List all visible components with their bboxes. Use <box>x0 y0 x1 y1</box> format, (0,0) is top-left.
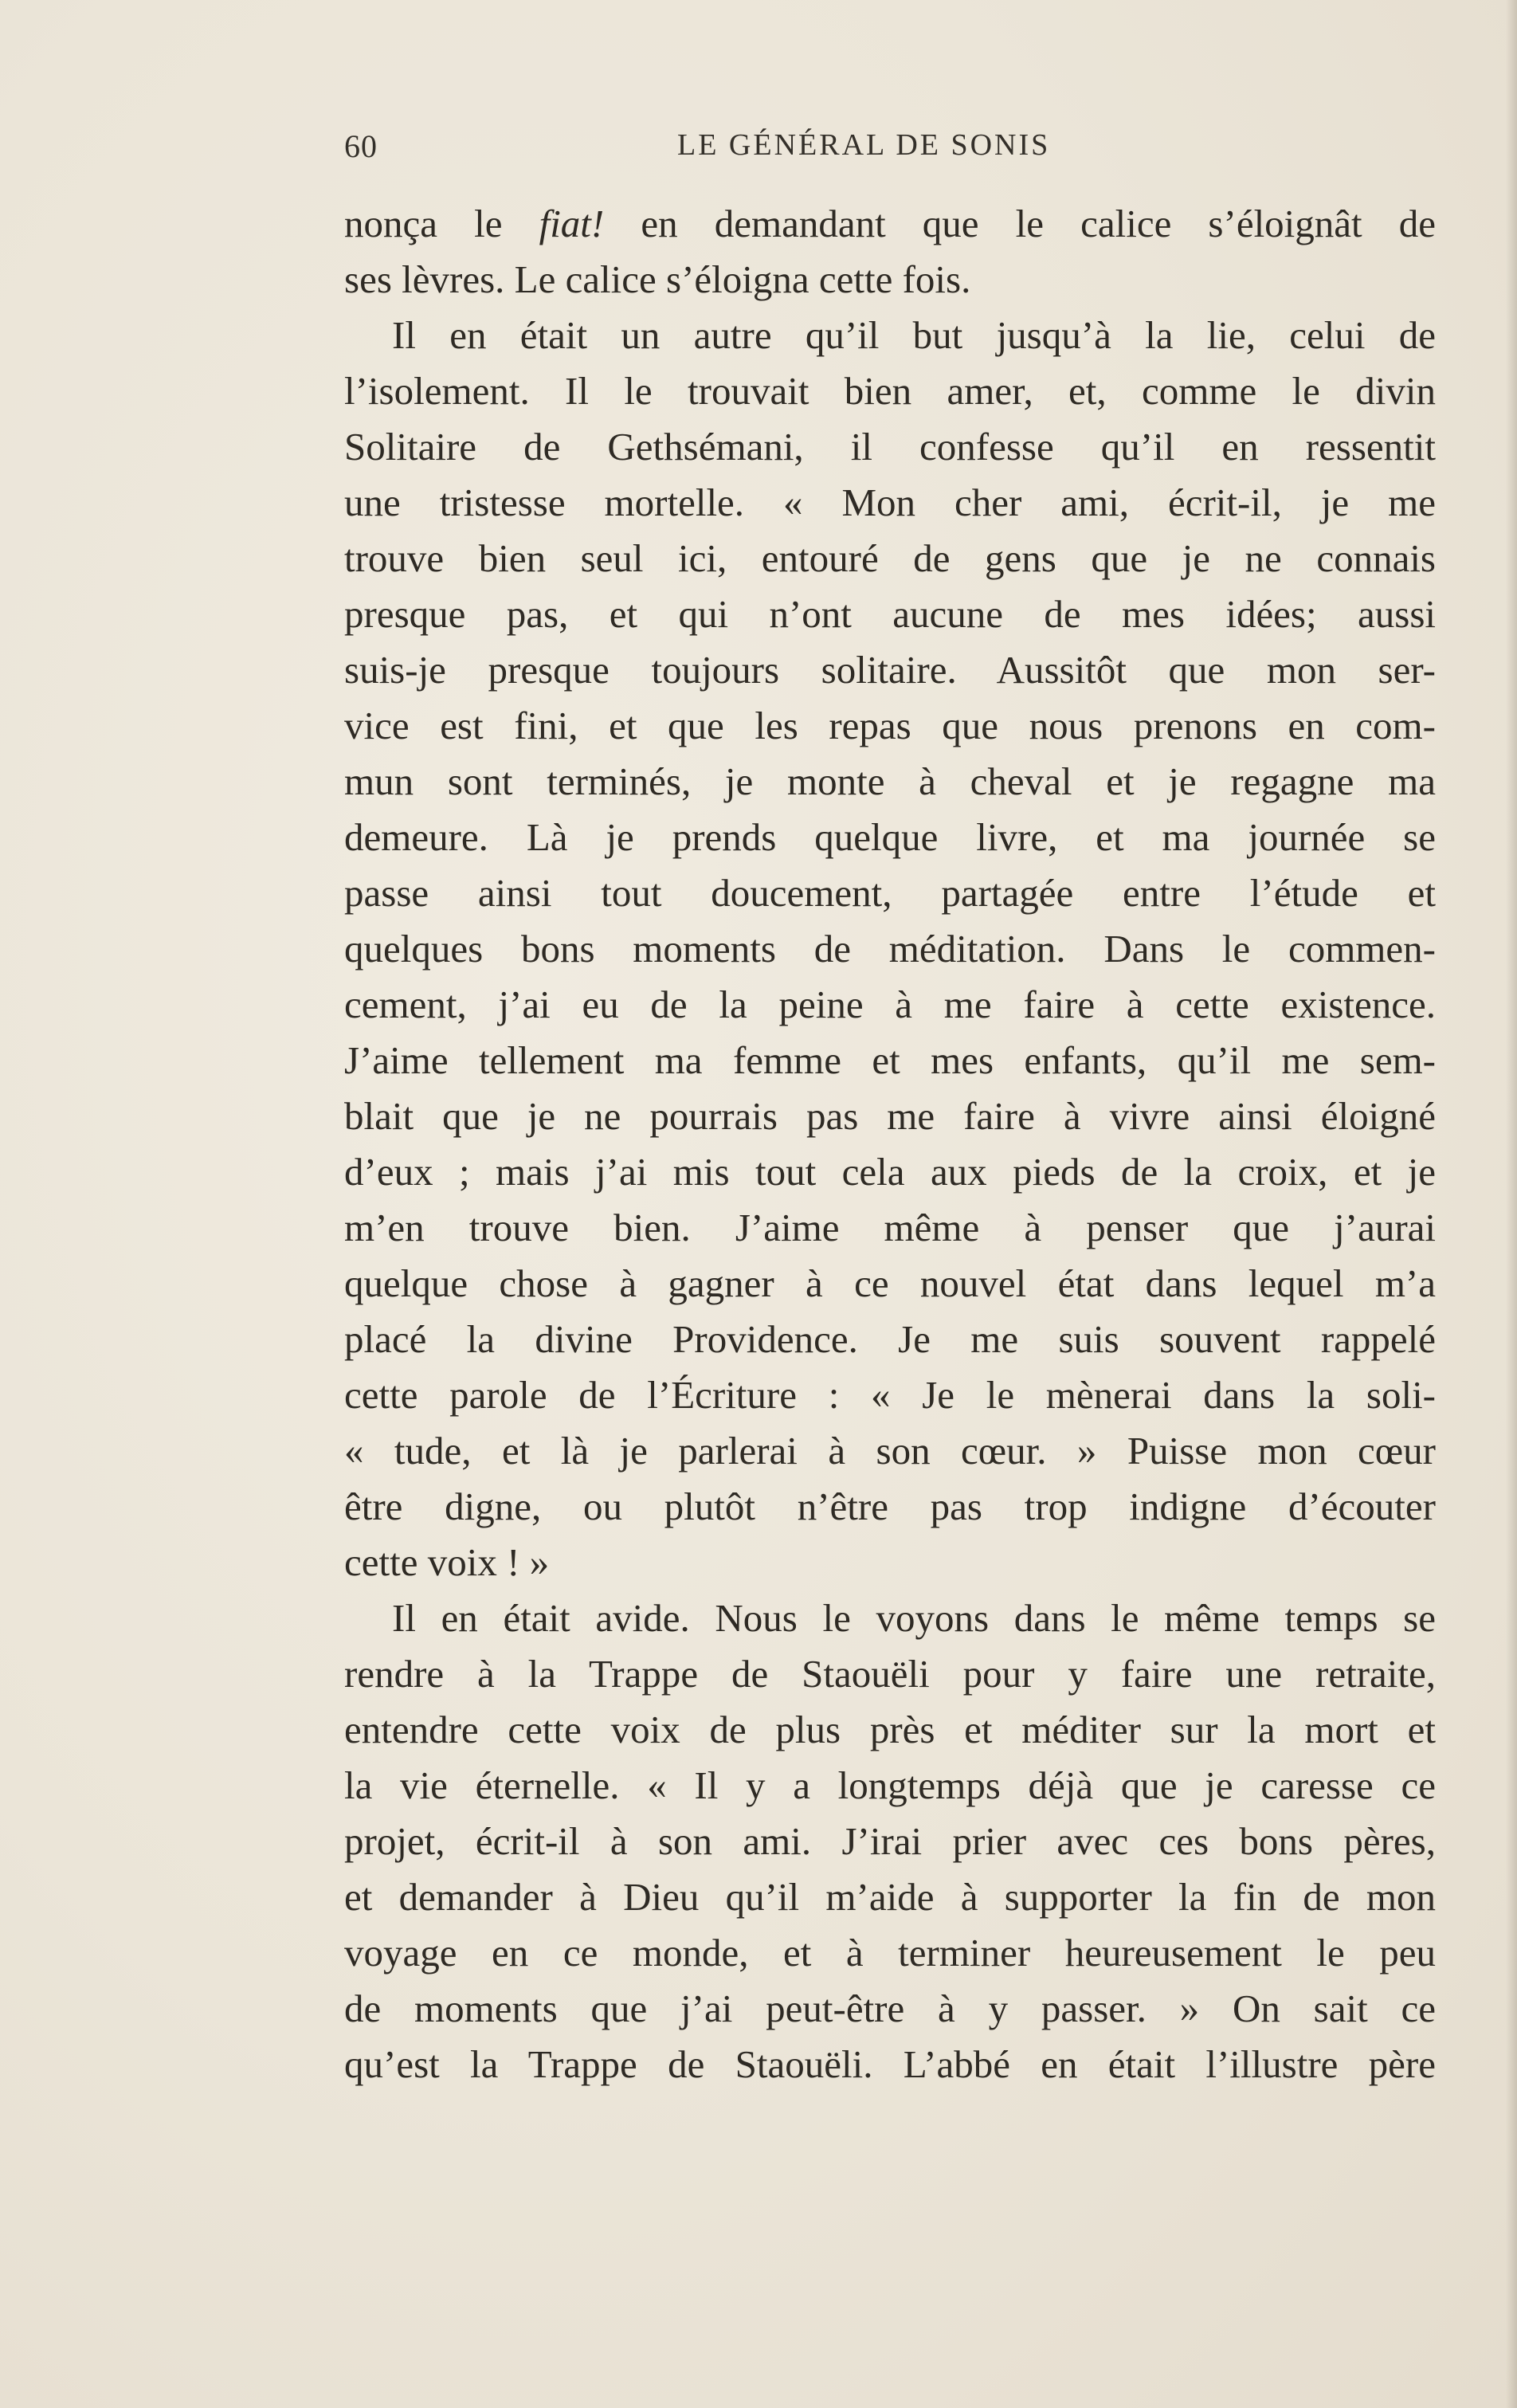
fiat-italic: fiat! <box>539 202 605 245</box>
page-edge-shadow <box>1506 0 1517 2408</box>
text-line-3: Il en était un autre qu’il but jusqu’à la lie, celui de <box>392 313 1436 357</box>
text-line-1-start: nonça le <box>344 202 539 245</box>
text-line-6: une tristesse mortelle. « Mon cher ami, écrit-il, je me <box>344 480 1436 524</box>
text-line-1 <box>344 196 1436 252</box>
text-line-29: la vie éternelle. « Il y a longtemps déjà que je caresse ce <box>344 1763 1436 1807</box>
text-line-31: et demander à Dieu qu’il m’aide à supporter la fin de mon <box>344 1875 1436 1919</box>
page-number: 60 <box>344 128 378 164</box>
text-line-25: cette voix ! » <box>344 1540 550 1584</box>
text-line-19: m’en trouve bien. J’aime même à penser que j’aurai <box>344 1206 1436 1249</box>
text-line-21: placé la divine Providence. Je me suis souvent rappelé <box>344 1317 1436 1361</box>
text-line-15: cement, j’ai eu de la peine à me faire à cette existence. <box>344 982 1436 1026</box>
text-line-5: Solitaire de Gethsémani, il confesse qu’il en ressentit <box>344 425 1436 469</box>
body-text <box>344 196 1436 2092</box>
page-header <box>344 127 1437 175</box>
text-line-17: blait que je ne pourrais pas me faire à vivre ainsi éloigné <box>344 1094 1436 1138</box>
text-line-27: rendre à la Trappe de Staouëli pour y faire une retraite, <box>344 1652 1436 1696</box>
text-line-16: J’aime tellement ma femme et mes enfants, qu’il me sem- <box>344 1038 1436 1082</box>
text-line-1-end: en demandant que le calice s’éloignât de <box>604 202 1437 245</box>
text-line-13: passe ainsi tout doucement, partagée entre l’étude et <box>344 871 1436 915</box>
text-line-14: quelques bons moments de méditation. Dans le commen- <box>344 927 1436 971</box>
text-line-10: vice est fini, et que les repas que nous prenons en com- <box>344 704 1436 747</box>
text-line-22: cette parole de l’Écriture : « Je le mènerai dans la soli- <box>344 1373 1436 1417</box>
text-line-26: Il en était avide. Nous le voyons dans le même temps se <box>392 1596 1436 1640</box>
text-line-18: d’eux ; mais j’ai mis tout cela aux pieds de la croix, et je <box>344 1150 1436 1194</box>
text-line-7: trouve bien seul ici, entouré de gens que je ne connais <box>344 536 1436 580</box>
text-line-11: mun sont terminés, je monte à cheval et je regagne ma <box>344 759 1436 803</box>
text-line-23: « tude, et là je parlerai à son cœur. » Puisse mon cœur <box>344 1429 1436 1473</box>
text-line-9: suis-je presque toujours solitaire. Aussitôt que mon ser- <box>344 648 1436 692</box>
text-line-8: presque pas, et qui n’ont aucune de mes idées; aussi <box>344 592 1436 636</box>
text-line-33: de moments que j’ai peut-être à y passer. » On sait ce <box>344 1986 1436 2030</box>
text-line-32: voyage en ce monde, et à terminer heureusement le peu <box>344 1931 1436 1975</box>
text-line-30: projet, écrit-il à son ami. J’irai prier avec ces bons pères, <box>344 1819 1436 1863</box>
text-line-20: quelque chose à gagner à ce nouvel état dans lequel m’a <box>344 1261 1436 1305</box>
text-line-24: être digne, ou plutôt n’être pas trop indigne d’écouter <box>344 1484 1436 1528</box>
text-line-28: entendre cette voix de plus près et méditer sur la mort et <box>344 1708 1436 1751</box>
running-title: LE GÉNÉRAL DE SONIS <box>677 128 1051 162</box>
text-line-4: l’isolement. Il le trouvait bien amer, et, comme le divin <box>344 369 1436 413</box>
text-line-34: qu’est la Trappe de Staouëli. L’abbé en était l’illustre père <box>344 2042 1436 2086</box>
text-line-12: demeure. Là je prends quelque livre, et ma journée se <box>344 815 1436 859</box>
text-line-2: ses lèvres. Le calice s’éloigna cette fois. <box>344 257 971 301</box>
